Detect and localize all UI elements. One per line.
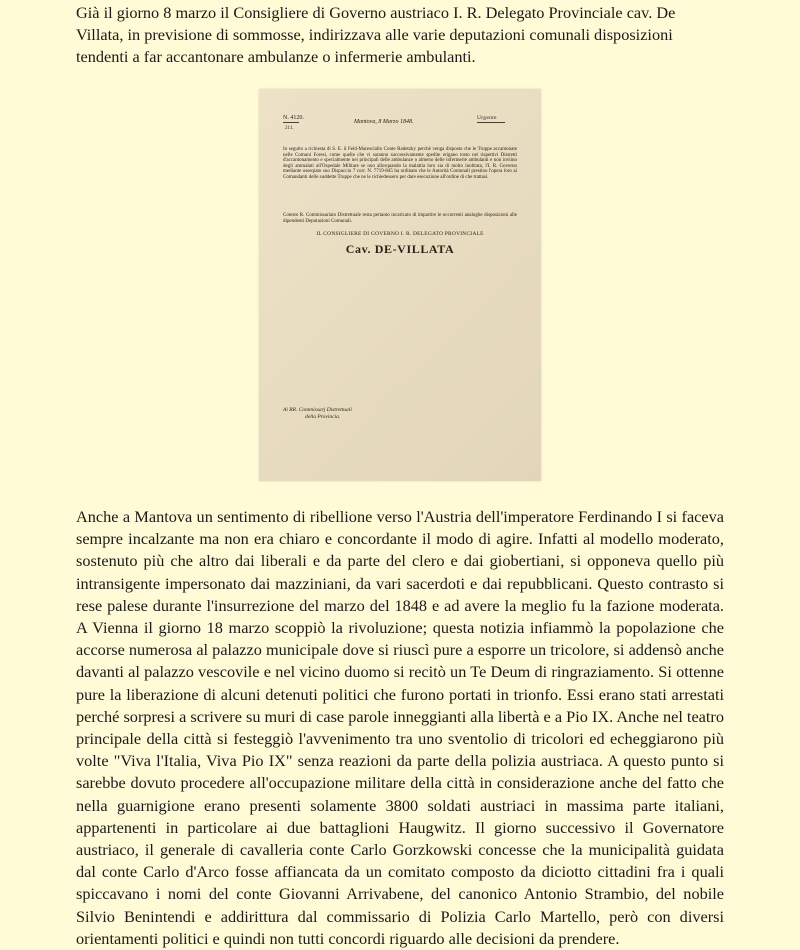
document-addressee-line-2: della Provincia.: [305, 414, 341, 420]
historical-document-image: [259, 89, 541, 481]
document-number-rule: [283, 122, 299, 123]
document-body-continued: Cotesto R. Commissariato Distrettuale resta pertanto incaricato di impartire le occorrenti analoghe disposizioni alle dipendenti Deputazioni Comunali.: [283, 213, 517, 224]
document-date: Mantova, 8 Marzo 1848.: [354, 119, 414, 125]
document-body: In seguito a richiesta di S. E. il Feld-Maresciallo Conte Radetzky perchè venga disposto che le Truppe accantonate nelle Comuni Foresi, come quelle che vi saranno successivamente spedite erigano tosto nei rispettivi Distretti d'accantonamento e specialmente nei principali delle ambulanze o almeno delle infermerie ambulanti e non inviino degli ammalati all'Ospedale Militare se non allorquando la malattia loro sia di molto inoltrata, l'I. R. Governo mediante osseqiato suo Dispaccio 7 corr. N. 7719-845 ha ordinato che le Autorità Comunali prestino l'opera loro ai Comandanti delle suddette Truppe che ne le richiedessero per dare esecuzione all'ordine di che trattasi.: [283, 147, 517, 180]
main-paragraph: Anche a Mantova un sentimento di ribellione verso l'Austria dell'imperatore Ferdinando I si faceva sempre incalzante ma non era chiaro e concordante il modo di agire. Infatti al modello moderato, sostenuto più che altro dai liberali e da parte del clero e dai giobertiani, si opponeva quello più intransigente impersonato dai mazziniani, da vari sacerdoti e dai repubblicani. Questo contrasto si rese palese durante l'insurrezione del marzo del 1848 e ad avere la meglio fu la fazione moderata. A Vienna il giorno 18 marzo scoppiò la rivoluzione; questa notizia infiammò la popolazione che accorse numerosa al palazzo municipale dove si riuscì pure a esporre un tricolore, si addensò anche davanti al palazzo vescovile e nel vicino duomo si recitò un Te Deum di ringraziamento. Si ottenne pure la liberazione di alcuni detenuti politici che furono portati in trionfo. Essi erano stati arrestati perché sorpresi a scrivere su muri di case parole inneggianti alla libertà e a Pio IX. Anche nel teatro principale della città si festeggiò l'avvenimento tra uno sventolio di tricolori ed echeggiarono più volte "Viva l'Italia, Viva Pio IX" senza reazioni da parte della polizia austriaca. A questo punto si sarebbe dovuto procedere all'occupazione militare della città in considerazione anche del fatto che nella guarnigione erano presenti solamente 3800 soldati austriaci in massima parte italiani, appartenenti in particolare ai due battaglioni Haugwitz. Il giorno successivo il Governatore austriaco, il generale di cavalleria conte Carlo Gorzkowski concesse che la municipalità guidata dal conte Carlo d'Arco fosse affiancata da un comitato composto da diciotto cittadini fra i quali spiccavano i nomi del conte Giovanni Arrivabene, del canonico Antonio Strambio, del nobile Silvio Benintendi e addirittura dal commissario di Polizia Carlo Martello, però con diversi orientamenti politici e quindi non tutti concordi riguardo alle decisioni da prendere.: [76, 507, 724, 948]
document-urgency-rule: [477, 122, 505, 123]
document-number: N. 4120.: [283, 115, 304, 121]
intro-paragraph: Già il giorno 8 marzo il Consigliere di Governo austriaco I. R. Delegato Provinciale cav. De Villata, in previsione di sommosse, indirizzava alle varie deputazioni comunali disposizioni tendenti a far accantonare ambulanze o infermerie ambulanti.: [76, 3, 676, 66]
document-urgency: Urgente: [477, 115, 497, 121]
document-official-title: IL CONSIGLIERE DI GOVERNO I. R. DELEGATO PROVINCIALE: [316, 231, 484, 237]
document-addressee-line-1: Ai RR. Commissarj Distrettuali: [283, 407, 352, 413]
document-addressee: [283, 407, 433, 421]
document-sub-number: 211.: [285, 126, 294, 131]
document-signature: Cav. DE-VILLATA: [345, 242, 455, 256]
